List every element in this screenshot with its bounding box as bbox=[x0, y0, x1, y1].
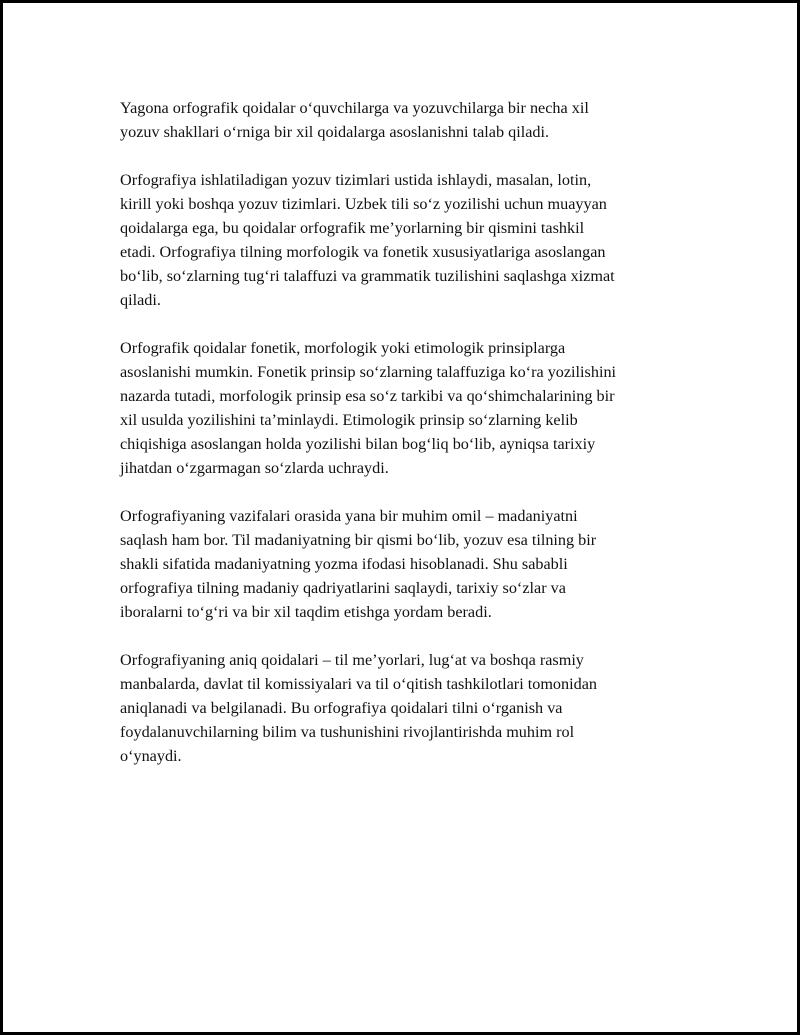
paragraph-2-line-3: qoidalarga ega, bu qoidalar orfografik me’yorlarning bir qismini tashkil bbox=[120, 219, 585, 237]
paragraph-3 bbox=[120, 336, 686, 480]
paragraph-3-line-6: jihatdan o‘zgarmagan so‘zlarda uchraydi. bbox=[120, 459, 389, 477]
paragraph-4 bbox=[120, 504, 686, 624]
paragraph-5-line-3: aniqlanadi va belgilanadi. Bu orfografiya qoidalari tilni o‘rganish va bbox=[120, 699, 563, 717]
paragraph-3-line-5: chiqishiga asoslangan holda yozilishi bilan bog‘liq bo‘lib, ayniqsa tarixiy bbox=[120, 435, 596, 453]
paragraph-5-line-4: foydalanuvchilarning bilim va tushunishini rivojlantirishda muhim rol bbox=[120, 723, 575, 741]
paragraph-1-line-2: yozuv shakllari o‘rniga bir xil qoidalarga asoslanishni talab qiladi. bbox=[120, 123, 550, 141]
paragraph-4-line-4: orfografiya tilning madaniy qadriyatlarini saqlaydi, tarixiy so‘zlar va bbox=[120, 579, 566, 597]
paragraph-5-line-2: manbalarda, davlat til komissiyalari va til o‘qitish tashkilotlari tomonidan bbox=[120, 675, 597, 693]
document-body bbox=[120, 96, 686, 792]
paragraph-3-line-2: asoslanishi mumkin. Fonetik prinsip so‘zlarning talaffuziga ko‘ra yozilishini bbox=[120, 363, 617, 381]
paragraph-2-line-1: Orfografiya ishlatiladigan yozuv tizimlari ustida ishlaydi, masalan, lotin, bbox=[120, 171, 592, 189]
paragraph-3-line-1: Orfografik qoidalar fonetik, morfologik yoki etimologik prinsiplarga bbox=[120, 339, 566, 357]
paragraph-2-line-2: kirill yoki boshqa yozuv tizimlari. Uzbek tili so‘z yozilishi uchun muayyan bbox=[120, 195, 607, 213]
paragraph-1-line-1: Yagona orfografik qoidalar o‘quvchilarga va yozuvchilarga bir necha xil bbox=[120, 99, 589, 117]
paragraph-2-line-6: qiladi. bbox=[120, 291, 161, 309]
paragraph-4-line-5: iboralarni to‘g‘ri va bir xil taqdim etishga yordam beradi. bbox=[120, 603, 492, 621]
paragraph-3-line-4: xil usulda yozilishini ta’minlaydi. Etimologik prinsip so‘zlarning kelib bbox=[120, 411, 578, 429]
paragraph-2-line-5: bo‘lib, so‘zlarning tug‘ri talaffuzi va grammatik tuzilishini saqlashga xizmat bbox=[120, 267, 615, 285]
paragraph-5 bbox=[120, 648, 686, 768]
paragraph-5-line-1: Orfografiyaning aniq qoidalari – til me’yorlari, lug‘at va boshqa rasmiy bbox=[120, 651, 584, 669]
paragraph-4-line-2: saqlash ham bor. Til madaniyatning bir qismi bo‘lib, yozuv esa tilning bir bbox=[120, 531, 597, 549]
paragraph-2-line-4: etadi. Orfografiya tilning morfologik va fonetik xususiyatlariga asoslangan bbox=[120, 243, 606, 261]
paragraph-4-line-1: Orfografiyaning vazifalari orasida yana bir muhim omil – madaniyatni bbox=[120, 507, 578, 525]
paragraph-3-line-3: nazarda tutadi, morfologik prinsip esa so‘z tarkibi va qo‘shimchalarining bir bbox=[120, 387, 615, 405]
paragraph-2 bbox=[120, 168, 686, 312]
paragraph-4-line-3: shakli sifatida madaniyatning yozma ifodasi hisoblanadi. Shu sababli bbox=[120, 555, 568, 573]
paragraph-5-line-5: o‘ynaydi. bbox=[120, 747, 182, 765]
paragraph-1 bbox=[120, 96, 686, 144]
